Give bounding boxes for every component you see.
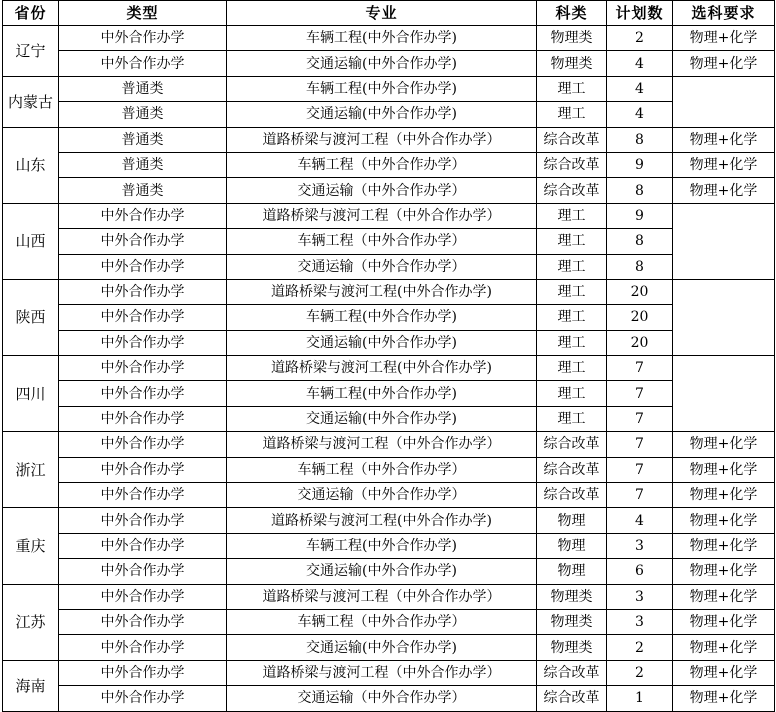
table-row [3,51,775,76]
enrollment-plan-table [2,0,775,712]
subject-requirement-cell: 物理+化学 [673,51,775,76]
major-cell: 交通运输(中外合作办学) [227,635,537,660]
plan-count-cell: 7 [607,457,673,482]
type-cell: 中外合作办学 [59,406,227,431]
table-row [3,26,775,51]
subject-requirement-cell: 物理+化学 [673,432,775,457]
table-row [3,178,775,203]
category-cell: 理工 [537,229,607,254]
plan-count-cell: 2 [607,660,673,685]
type-cell: 中外合作办学 [59,381,227,406]
major-cell: 道路桥梁与渡河工程(中外合作办学) [227,508,537,533]
plan-count-cell: 7 [607,483,673,508]
province-cell: 陕西 [3,279,59,355]
category-cell: 物理类 [537,584,607,609]
subject-requirement-cell: 物理+化学 [673,609,775,634]
major-cell: 道路桥梁与渡河工程（中外合作办学） [227,660,537,685]
table-row [3,609,775,634]
plan-count-cell: 8 [607,229,673,254]
table-row [3,533,775,558]
subject-requirement-cell: 物理+化学 [673,635,775,660]
type-cell: 普通类 [59,127,227,152]
plan-count-cell: 4 [607,51,673,76]
subject-requirement-cell: 物理+化学 [673,533,775,558]
plan-count-cell: 4 [607,102,673,127]
plan-count-cell: 8 [607,254,673,279]
subject-requirement-cell [673,356,775,432]
plan-count-cell: 20 [607,305,673,330]
plan-count-cell: 4 [607,508,673,533]
major-cell: 交通运输(中外合作办学) [227,406,537,431]
type-cell: 中外合作办学 [59,660,227,685]
category-cell: 综合改革 [537,686,607,711]
plan-count-cell: 7 [607,406,673,431]
table-row [3,508,775,533]
category-cell: 理工 [537,203,607,228]
subject-requirement-cell: 物理+化学 [673,559,775,584]
plan-count-cell: 7 [607,381,673,406]
type-cell: 中外合作办学 [59,584,227,609]
type-cell: 中外合作办学 [59,51,227,76]
major-cell: 车辆工程(中外合作办学) [227,305,537,330]
table-row [3,584,775,609]
subject-requirement-cell: 物理+化学 [673,127,775,152]
major-cell: 交通运输（中外合作办学） [227,686,537,711]
category-cell: 物理 [537,533,607,558]
type-cell: 中外合作办学 [59,356,227,381]
table-row [3,432,775,457]
type-cell: 中外合作办学 [59,330,227,355]
plan-count-cell: 3 [607,533,673,558]
category-cell: 综合改革 [537,127,607,152]
major-cell: 交通运输(中外合作办学) [227,330,537,355]
category-cell: 综合改革 [537,457,607,482]
type-cell: 中外合作办学 [59,483,227,508]
category-cell: 理工 [537,279,607,304]
table-row [3,356,775,381]
plan-count-cell: 2 [607,26,673,51]
table-body [3,26,775,712]
type-cell: 普通类 [59,178,227,203]
major-cell: 道路桥梁与渡河工程（中外合作办学） [227,584,537,609]
subject-requirement-cell: 物理+化学 [673,152,775,177]
plan-count-cell: 7 [607,432,673,457]
category-cell: 综合改革 [537,660,607,685]
major-cell: 交通运输（中外合作办学） [227,254,537,279]
major-cell: 车辆工程（中外合作办学） [227,152,537,177]
table-row [3,483,775,508]
subject-requirement-cell: 物理+化学 [673,584,775,609]
plan-count-cell: 20 [607,330,673,355]
table-row [3,381,775,406]
major-cell: 道路桥梁与渡河工程（中外合作办学） [227,203,537,228]
table-row [3,559,775,584]
table-row [3,229,775,254]
subject-requirement-cell [673,76,775,127]
plan-count-cell: 2 [607,635,673,660]
plan-count-cell: 6 [607,559,673,584]
major-cell: 车辆工程(中外合作办学) [227,533,537,558]
header-type: 类型 [59,1,227,26]
category-cell: 物理类 [537,635,607,660]
type-cell: 中外合作办学 [59,279,227,304]
major-cell: 交通运输(中外合作办学) [227,51,537,76]
header-province: 省份 [3,1,59,26]
subject-requirement-cell: 物理+化学 [673,483,775,508]
subject-requirement-cell [673,203,775,279]
header-major: 专业 [227,1,537,26]
major-cell: 车辆工程（中外合作办学） [227,229,537,254]
category-cell: 综合改革 [537,432,607,457]
subject-requirement-cell: 物理+化学 [673,457,775,482]
type-cell: 中外合作办学 [59,203,227,228]
category-cell: 物理类 [537,26,607,51]
category-cell: 理工 [537,330,607,355]
type-cell: 中外合作办学 [59,305,227,330]
subject-requirement-cell: 物理+化学 [673,508,775,533]
major-cell: 车辆工程（中外合作办学） [227,457,537,482]
type-cell: 中外合作办学 [59,533,227,558]
table-row [3,76,775,101]
plan-count-cell: 3 [607,584,673,609]
major-cell: 车辆工程(中外合作办学) [227,381,537,406]
province-cell: 重庆 [3,508,59,584]
type-cell: 中外合作办学 [59,508,227,533]
province-cell: 江苏 [3,584,59,660]
type-cell: 中外合作办学 [59,229,227,254]
plan-count-cell: 4 [607,76,673,101]
province-cell: 山西 [3,203,59,279]
header-category: 科类 [537,1,607,26]
major-cell: 交通运输(中外合作办学) [227,559,537,584]
plan-count-cell: 9 [607,152,673,177]
category-cell: 综合改革 [537,178,607,203]
table-row [3,254,775,279]
category-cell: 物理 [537,508,607,533]
major-cell: 道路桥梁与渡河工程（中外合作办学） [227,432,537,457]
table-row [3,127,775,152]
major-cell: 车辆工程（中外合作办学） [227,609,537,634]
table-row [3,203,775,228]
type-cell: 中外合作办学 [59,26,227,51]
major-cell: 车辆工程(中外合作办学) [227,76,537,101]
table-row [3,686,775,711]
subject-requirement-cell: 物理+化学 [673,178,775,203]
category-cell: 综合改革 [537,152,607,177]
province-cell: 山东 [3,127,59,203]
type-cell: 中外合作办学 [59,432,227,457]
subject-requirement-cell: 物理+化学 [673,660,775,685]
type-cell: 中外合作办学 [59,635,227,660]
major-cell: 车辆工程(中外合作办学) [227,26,537,51]
province-cell: 内蒙古 [3,76,59,127]
province-cell: 四川 [3,356,59,432]
major-cell: 道路桥梁与渡河工程（中外合作办学） [227,127,537,152]
major-cell: 交通运输（中外合作办学） [227,178,537,203]
province-cell: 浙江 [3,432,59,508]
table-row [3,406,775,431]
type-cell: 中外合作办学 [59,609,227,634]
plan-count-cell: 1 [607,686,673,711]
plan-count-cell: 8 [607,127,673,152]
subject-requirement-cell: 物理+化学 [673,686,775,711]
category-cell: 理工 [537,356,607,381]
province-cell: 辽宁 [3,26,59,77]
category-cell: 综合改革 [537,483,607,508]
table-row [3,152,775,177]
major-cell: 交通运输(中外合作办学) [227,102,537,127]
category-cell: 理工 [537,102,607,127]
subject-requirement-cell [673,279,775,355]
province-cell: 海南 [3,660,59,711]
type-cell: 普通类 [59,76,227,101]
major-cell: 道路桥梁与渡河工程(中外合作办学) [227,279,537,304]
table-row [3,330,775,355]
table-row [3,102,775,127]
subject-requirement-cell: 物理+化学 [673,26,775,51]
type-cell: 中外合作办学 [59,686,227,711]
category-cell: 理工 [537,76,607,101]
category-cell: 物理类 [537,51,607,76]
plan-count-cell: 3 [607,609,673,634]
plan-count-cell: 20 [607,279,673,304]
category-cell: 理工 [537,381,607,406]
plan-count-cell: 9 [607,203,673,228]
type-cell: 中外合作办学 [59,559,227,584]
type-cell: 普通类 [59,152,227,177]
category-cell: 理工 [537,305,607,330]
category-cell: 理工 [537,406,607,431]
table-row [3,305,775,330]
plan-count-cell: 7 [607,356,673,381]
table-row [3,635,775,660]
category-cell: 物理 [537,559,607,584]
major-cell: 道路桥梁与渡河工程(中外合作办学) [227,356,537,381]
header-row [3,1,775,26]
table-row [3,279,775,304]
type-cell: 中外合作办学 [59,457,227,482]
category-cell: 物理类 [537,609,607,634]
type-cell: 普通类 [59,102,227,127]
major-cell: 交通运输（中外合作办学） [227,483,537,508]
type-cell: 中外合作办学 [59,254,227,279]
header-subject-requirement: 选科要求 [673,1,775,26]
plan-count-cell: 8 [607,178,673,203]
category-cell: 理工 [537,254,607,279]
header-plan-count: 计划数 [607,1,673,26]
table-row [3,457,775,482]
table-row [3,660,775,685]
